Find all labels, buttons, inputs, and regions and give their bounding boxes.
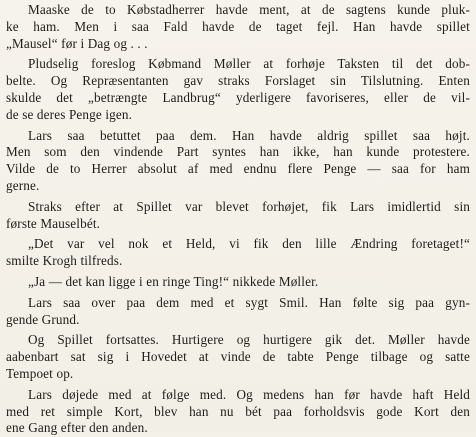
text-line: Og Spillet fortsattes. Hurtigere og hurtigere gik det. Møller havde [28, 332, 470, 348]
text-line: Lars døjede med at følge med. Og medens han før havde haft Held [28, 386, 470, 402]
text-line: de se deres Penge igen. [6, 106, 133, 122]
text-line: „Ja — det kan ligge i en ringe Ting!“ nikkede Møller. [28, 273, 319, 289]
paragraph [6, 387, 470, 437]
text-line: Lars saa betuttet paa dem. Han havde aldrig spillet saa højt. [28, 127, 470, 143]
text-line: Straks efter at Spillet var blevet forhøjet, fik Lars imidlertid sin [28, 198, 470, 214]
paragraph [6, 295, 470, 329]
text-line: aabenbart sat sig i Hovedet at vinde de tabte Penge tilbage og satte [6, 349, 470, 365]
body-text [6, 2, 470, 437]
text-line: ene Gang efter den anden. [6, 420, 148, 436]
text-line: smilte Krogh tilfreds. [6, 253, 123, 269]
text-line: skulde det „betrængte Landbrug“ yderligere favoriseres, eller de vil- [6, 89, 470, 105]
text-line: gende Grund. [6, 311, 80, 327]
paragraph [6, 236, 470, 270]
paragraph [6, 274, 470, 291]
text-line: første Mauselbét. [6, 215, 101, 231]
paragraph [6, 199, 470, 233]
text-line: Men som den vindende Part syntes han ikke, han kunde protestere. [6, 144, 470, 160]
paragraph [6, 128, 470, 195]
paragraph [6, 2, 470, 52]
text-line: „Mausel“ før i Dag og . . . [6, 35, 148, 51]
text-line: gerne. [6, 177, 40, 193]
text-line: med ret simple Kort, blev han nu bét paa forholdsvis gode Kort den [6, 403, 470, 419]
text-line: Vilde de to Herrer absolut af med endnu flere Penge — saa for ham [6, 161, 470, 177]
text-line: Maaske de to Købstadherrer havde ment, at de sagtens kunde pluk- [28, 2, 470, 17]
text-line: Lars saa over paa dem med et sygt Smil. Han følte sig paa gyn- [28, 294, 470, 310]
text-line: belte. Og Repræsentanten gav straks Forslaget sin Tilslutning. Enten [6, 73, 470, 89]
text-line: ke ham. Men i saa Fald havde de taget fejl. Han havde spillet [6, 18, 470, 34]
paragraph [6, 332, 470, 382]
text-line: „Det var vel nok et Held, vi fik den lille Ændring foretaget!“ [28, 236, 470, 252]
text-line: Pludselig foreslog Købmand Møller at forhøje Taksten til det dob- [28, 56, 470, 72]
text-line: Tempoet op. [6, 365, 74, 381]
paragraph [6, 56, 470, 123]
